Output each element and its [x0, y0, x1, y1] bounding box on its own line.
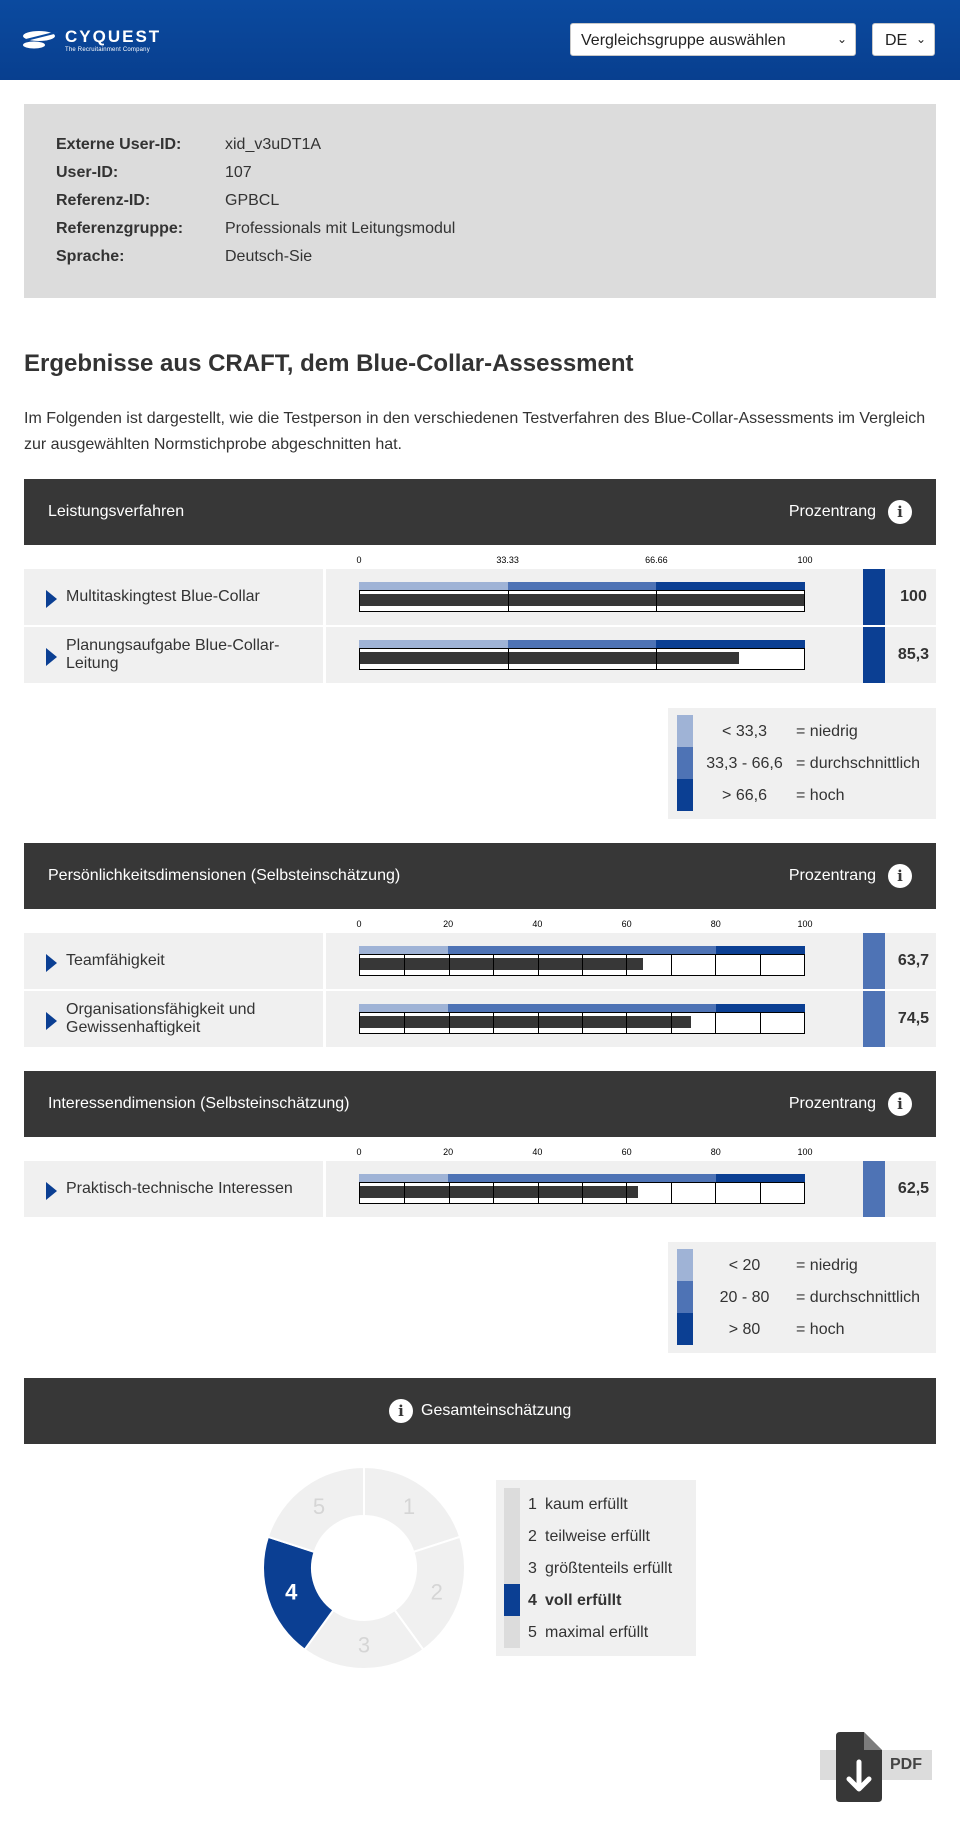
result-label: Teamfähigkeit	[66, 952, 165, 969]
donut-segment-label: 2	[430, 1579, 443, 1605]
rank-color-indicator	[863, 991, 885, 1047]
scale-item	[504, 1616, 694, 1648]
scale-label: größtenteils erfüllt	[545, 1560, 673, 1577]
section-header-interessen	[24, 1071, 936, 1137]
scale-item	[504, 1520, 694, 1552]
score-bar	[360, 1186, 638, 1198]
prozentrang-label: Prozentrang	[788, 867, 876, 884]
norm-band-segment	[448, 1174, 716, 1182]
result-label: Praktisch-technische Interessen	[66, 1180, 293, 1197]
cyquest-logo[interactable]	[22, 26, 162, 56]
score-gridline	[671, 1182, 672, 1204]
result-label-cell	[24, 991, 323, 1047]
norm-band-segment	[359, 946, 448, 954]
score-gridline	[538, 1182, 539, 1204]
result-label-cell	[24, 933, 323, 989]
result-row[interactable]	[24, 569, 936, 625]
scale-swatch	[504, 1616, 520, 1648]
legend-range: > 66,6	[722, 787, 767, 804]
norm-band-segment	[716, 946, 805, 954]
score-box	[359, 648, 805, 670]
top-bar	[0, 0, 960, 80]
scale-tick-label: 20	[443, 1147, 454, 1157]
result-bar-area	[326, 1161, 936, 1217]
info-key: Referenzgruppe:	[56, 220, 184, 237]
norm-band-segment	[359, 1004, 448, 1012]
scale-axis	[356, 919, 813, 931]
legend-desc: = durchschnittlich	[796, 755, 921, 772]
scale-item	[504, 1488, 694, 1520]
result-label-cell	[24, 569, 323, 625]
result-row[interactable]	[24, 933, 936, 989]
score-gridline	[715, 1182, 716, 1204]
score-gridline	[582, 1012, 583, 1034]
score-gridline	[404, 1182, 405, 1204]
prozentrang-label: Prozentrang	[788, 503, 876, 520]
score-gridline	[508, 590, 509, 612]
scale-tick-label: 0	[356, 1147, 362, 1157]
info-value: Deutsch-Sie	[225, 248, 313, 265]
expand-triangle-icon[interactable]	[46, 590, 57, 608]
score-gridline	[626, 1012, 627, 1034]
score-box	[359, 590, 805, 612]
scale-number: 3	[528, 1560, 537, 1577]
result-label: Multitaskingtest Blue-Collar	[66, 588, 260, 605]
info-icon[interactable]: i	[888, 864, 912, 888]
score-bar	[360, 958, 643, 970]
norm-band-segment	[716, 1004, 805, 1012]
norm-band-segment	[656, 582, 805, 590]
donut-segment-label: 1	[402, 1494, 416, 1520]
legend-range: < 33,3	[722, 723, 767, 740]
scale-item	[504, 1552, 694, 1584]
norm-band-segment	[508, 582, 657, 590]
norm-band-bar	[359, 1174, 805, 1182]
info-key: User-ID:	[56, 164, 119, 181]
score-gridline	[656, 648, 657, 670]
legend-range: < 20	[728, 1257, 761, 1274]
score-gridline	[671, 1012, 672, 1034]
expand-triangle-icon[interactable]	[46, 648, 57, 666]
scale-tick-label: 0	[356, 919, 362, 929]
result-bar-area	[326, 569, 936, 625]
legend-row	[677, 747, 932, 779]
legend-swatch	[677, 1249, 693, 1281]
score-gridline	[493, 954, 494, 976]
overall-header	[24, 1378, 936, 1444]
scale-tick-label: 100	[797, 919, 813, 929]
scale-label: maximal erfüllt	[545, 1624, 649, 1641]
norm-band-segment	[359, 1174, 448, 1182]
norm-band-segment	[656, 640, 805, 648]
norm-band-segment	[508, 640, 657, 648]
expand-triangle-icon[interactable]	[46, 954, 57, 972]
score-box	[359, 954, 805, 976]
result-bar-area	[326, 627, 936, 683]
legend-swatch	[677, 779, 693, 811]
donut-segment-label: 5	[312, 1494, 326, 1520]
info-key: Referenz-ID:	[56, 192, 151, 209]
scale-tick-label: 60	[621, 919, 632, 929]
score-gridline	[760, 1182, 761, 1204]
scale-axis	[356, 1147, 813, 1159]
score-gridline	[656, 590, 657, 612]
prozentrang-label: Prozentrang	[788, 1095, 876, 1112]
section-header-persoenlichkeit	[24, 843, 936, 909]
pdf-download-button[interactable]	[820, 1732, 934, 1804]
scale-swatch	[504, 1584, 520, 1616]
info-icon[interactable]: i	[888, 500, 912, 524]
result-bar-area	[326, 991, 936, 1047]
info-value: 107	[225, 164, 252, 181]
score-gridline	[760, 1012, 761, 1034]
score-gridline	[715, 1012, 716, 1034]
score-gridline	[582, 954, 583, 976]
section-title: Interessendimension (Selbsteinschätzung)	[48, 1095, 350, 1112]
info-key: Sprache:	[56, 248, 125, 265]
result-row[interactable]	[24, 627, 936, 683]
scale-tick-label: 40	[532, 919, 543, 929]
scale-swatch	[504, 1552, 520, 1584]
result-label: Organisationsfähigkeit und Gewissenhaftigkeit	[66, 1001, 256, 1036]
score-box	[359, 1012, 805, 1034]
legend-swatch	[677, 1313, 693, 1345]
score-gridline	[715, 954, 716, 976]
norm-band-segment	[448, 1004, 716, 1012]
norm-band-bar	[359, 640, 805, 648]
score-gridline	[404, 954, 405, 976]
scale-item	[504, 1584, 694, 1616]
legend-desc: = hoch	[796, 1321, 845, 1338]
rank-color-indicator	[863, 627, 885, 683]
info-value: GPBCL	[225, 192, 280, 209]
score-bar	[360, 652, 739, 664]
rank-value: 100	[900, 588, 927, 605]
result-label: Planungsaufgabe Blue-Collar-Leitung	[66, 637, 280, 672]
chevron-down-icon: ⌄	[836, 32, 847, 46]
score-gridline	[760, 954, 761, 976]
legend-desc: = niedrig	[796, 1257, 858, 1274]
score-gridline	[449, 1012, 450, 1034]
overall-scale-legend	[496, 1480, 696, 1656]
rank-value: 74,5	[897, 1010, 930, 1027]
score-gridline	[671, 954, 672, 976]
legend-range: 20 - 80	[719, 1289, 770, 1306]
score-gridline	[493, 1012, 494, 1034]
result-label-cell	[24, 1161, 323, 1217]
chevron-down-icon: ⌄	[915, 32, 926, 46]
scale-number: 1	[528, 1496, 537, 1513]
section-title: Leistungsverfahren	[48, 503, 185, 520]
norm-band-segment	[448, 946, 716, 954]
expand-triangle-icon[interactable]	[46, 1182, 57, 1200]
norm-band-bar	[359, 582, 805, 590]
legend-desc: = durchschnittlich	[796, 1289, 921, 1306]
legend-row	[677, 1313, 932, 1345]
norm-band-segment	[359, 640, 508, 648]
scale-tick-label: 33.33	[496, 555, 519, 565]
score-gridline	[508, 648, 509, 670]
norm-band-segment	[359, 582, 508, 590]
scale-tick-label: 80	[710, 919, 721, 929]
result-row[interactable]	[24, 1161, 936, 1217]
norm-band-segment	[716, 1174, 805, 1182]
language-value: DE	[885, 32, 908, 49]
score-gridline	[449, 954, 450, 976]
scale-tick-label: 100	[797, 1147, 813, 1157]
scale-label: teilweise erfüllt	[545, 1528, 650, 1545]
score-gridline	[626, 954, 627, 976]
scale-swatch	[504, 1520, 520, 1552]
overall-title: Gesamteinschätzung	[421, 1402, 572, 1419]
info-icon[interactable]: i	[389, 1399, 413, 1423]
score-gridline	[538, 954, 539, 976]
scale-tick-label: 80	[710, 1147, 721, 1157]
score-bar	[360, 1016, 691, 1028]
score-gridline	[538, 1012, 539, 1034]
info-value: xid_v3uDT1A	[225, 136, 322, 153]
intro-text: Im Folgenden ist dargestellt, wie die Testperson in den verschiedenen Testverfahren des Blue-Collar-Assessments im Vergleich zur ausgewählten Normstichprobe abgeschnitten hat.	[24, 410, 926, 453]
scale-number: 5	[528, 1624, 537, 1641]
result-label-cell	[24, 627, 323, 683]
score-gridline	[449, 1182, 450, 1204]
overall-donut-chart	[262, 1466, 466, 1670]
scale-tick-label: 40	[532, 1147, 543, 1157]
legend-row	[677, 715, 932, 747]
file-download-icon	[832, 1732, 884, 1804]
donut-segment-label: 4	[285, 1579, 298, 1605]
legend	[668, 708, 936, 819]
result-row[interactable]	[24, 991, 936, 1047]
legend-desc: = hoch	[796, 787, 845, 804]
rank-value: 62,5	[897, 1180, 930, 1197]
info-value: Professionals mit Leitungsmodul	[225, 220, 456, 237]
scale-tick-label: 0	[356, 555, 362, 565]
language-select[interactable]	[872, 23, 935, 56]
legend-swatch	[677, 1281, 693, 1313]
score-gridline	[582, 1182, 583, 1204]
donut-segment-label: 3	[357, 1632, 371, 1658]
score-gridline	[493, 1182, 494, 1204]
legend-row	[677, 1281, 932, 1313]
legend-desc: = niedrig	[796, 723, 858, 740]
norm-band-bar	[359, 946, 805, 954]
rank-color-indicator	[863, 933, 885, 989]
logo-subtitle: The Recruitainment Company	[65, 47, 150, 53]
norm-band-bar	[359, 1004, 805, 1012]
scale-axis	[356, 555, 813, 567]
rank-value: 85,3	[897, 646, 930, 663]
legend-swatch	[677, 747, 693, 779]
scale-tick-label: 20	[443, 919, 454, 929]
score-gridline	[404, 1012, 405, 1034]
score-box	[359, 1182, 805, 1204]
rank-color-indicator	[863, 569, 885, 625]
expand-triangle-icon[interactable]	[46, 1012, 57, 1030]
legend-range: 33,3 - 66,6	[706, 755, 783, 772]
page-title: Ergebnisse aus CRAFT, dem Blue-Collar-Assessment	[24, 350, 634, 377]
legend-row	[677, 1249, 932, 1281]
section-title: Persönlichkeitsdimensionen (Selbsteinschätzung)	[48, 867, 401, 884]
info-icon[interactable]: i	[888, 1092, 912, 1116]
logo-icon	[22, 26, 62, 52]
section-header-leistungsverfahren	[24, 479, 936, 545]
scale-label: voll erfüllt	[545, 1592, 622, 1609]
legend	[668, 1242, 936, 1353]
logo-text: CYQUEST	[65, 27, 162, 46]
scale-tick-label: 100	[797, 555, 813, 565]
scale-label: kaum erfüllt	[545, 1496, 628, 1513]
score-gridline	[626, 1182, 627, 1204]
result-bar-area	[326, 933, 936, 989]
pdf-label: PDF	[890, 1756, 922, 1773]
scale-number: 4	[528, 1592, 537, 1609]
participant-info	[24, 104, 936, 298]
scale-tick-label: 66.66	[645, 555, 668, 565]
scale-swatch	[504, 1488, 520, 1520]
score-bar	[360, 594, 804, 606]
legend-row	[677, 779, 932, 811]
comparison-group-select[interactable]	[570, 23, 856, 56]
legend-range: > 80	[728, 1321, 761, 1338]
scale-tick-label: 60	[621, 1147, 632, 1157]
comparison-group-value: Vergleichsgruppe auswählen	[581, 32, 786, 49]
rank-color-indicator	[863, 1161, 885, 1217]
legend-swatch	[677, 715, 693, 747]
scale-number: 2	[528, 1528, 537, 1545]
info-key: Externe User-ID:	[56, 136, 182, 153]
rank-value: 63,7	[897, 952, 930, 969]
